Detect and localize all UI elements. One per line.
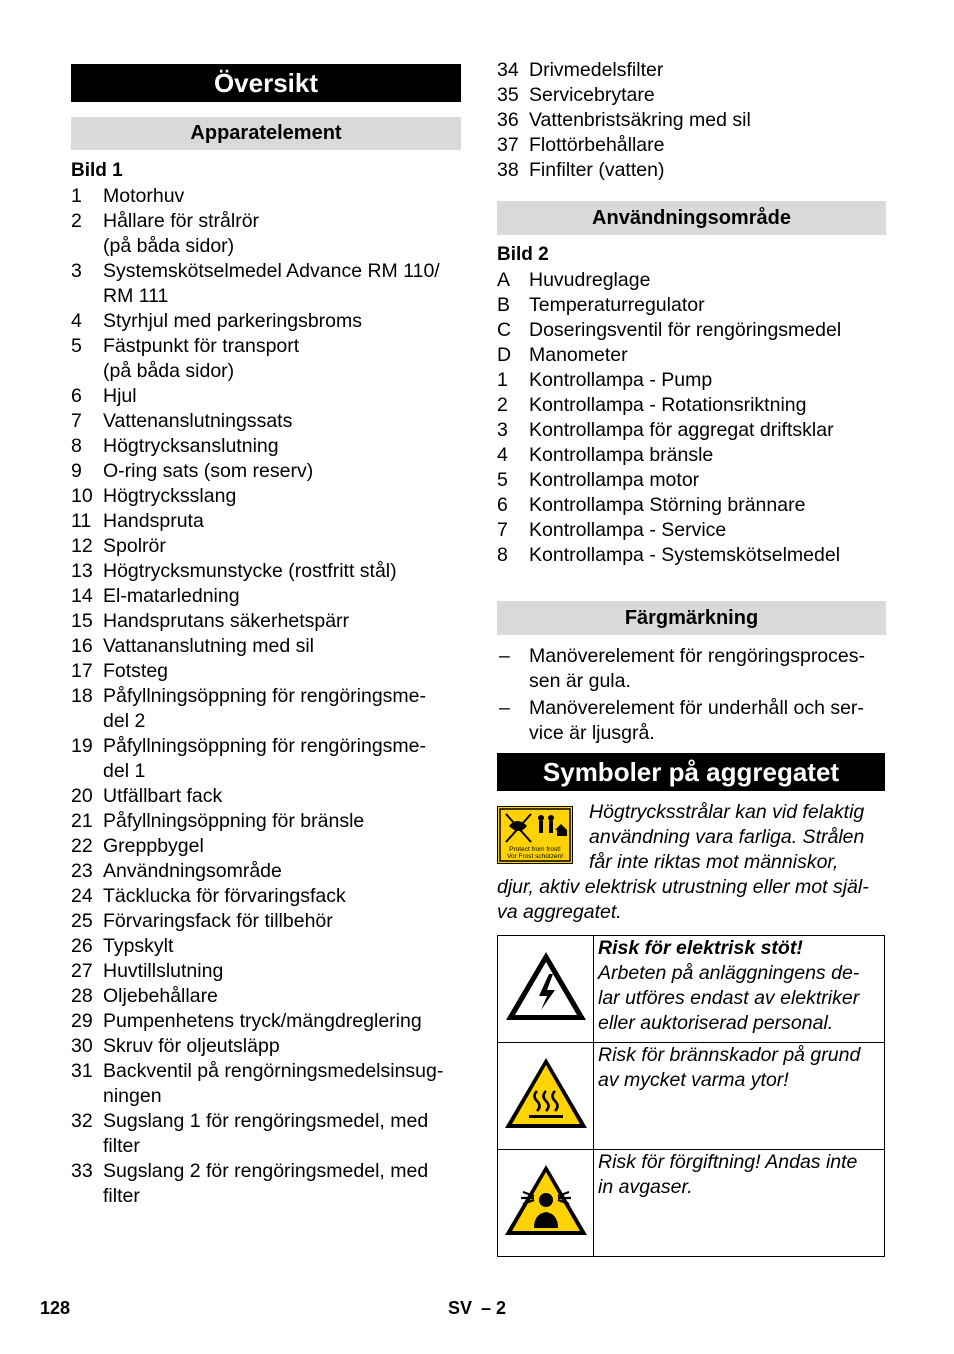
item-number: 13 (71, 560, 93, 582)
item-number: 7 (497, 519, 508, 541)
item-label: Sugslang 2 för rengöringsmedel, med filter (103, 1160, 429, 1207)
item-number: 14 (71, 585, 93, 607)
item-number: 17 (71, 660, 93, 682)
item-label: Huvtillslutning (103, 960, 224, 982)
item-number: 2 (71, 210, 82, 232)
list-item (71, 659, 461, 684)
item-label: Finfilter (vatten) (529, 159, 665, 181)
list-item (497, 468, 886, 493)
list-item (497, 418, 886, 443)
item-label: Manometer (529, 344, 628, 366)
symbol-description (594, 1150, 885, 1257)
item-label: Kontrollampa - Rotationsriktning (529, 394, 807, 416)
item-label: O-ring sats (som reserv) (103, 460, 314, 482)
list-item (497, 696, 886, 746)
item-label: Påfyllningsöppning för bränsle (103, 810, 365, 832)
item-label: Utfällbart fack (103, 785, 223, 807)
hp-warning-body: Högtrycksstrålar kan vid felaktig användning vara farliga. Strålen får inte riktas mot människor, djur, aktiv elektrisk utrustning eller mot själ- va aggregatet. (497, 801, 869, 923)
item-number: 11 (71, 510, 92, 532)
list-item (497, 83, 886, 108)
symbol-heading: Risk för elektrisk stöt! (598, 937, 803, 959)
symbol-description (594, 936, 885, 1043)
item-label: Kontrollampa Störning brännare (529, 494, 806, 516)
list-item (71, 909, 461, 934)
item-label: Typskylt (103, 935, 174, 957)
list-item (497, 58, 886, 83)
item-label: Oljebehållare (103, 985, 218, 1007)
subsection-anvandningsomrade: Användningsområde (497, 201, 886, 235)
list-item (71, 184, 461, 209)
item-label: Sugslang 1 för rengöringsmedel, med filter (103, 1110, 429, 1157)
section-title-symboler: Symboler på aggregatet (497, 753, 885, 791)
component-list-continued (497, 58, 886, 183)
item-label: Systemskötselmedel Advance RM 110/ RM 111 (103, 260, 440, 307)
item-label: Vattenanslutningssats (103, 410, 293, 432)
item-number: 1 (71, 185, 82, 207)
item-label: Drivmedelsfilter (529, 59, 664, 81)
item-label: Fästpunkt för transport (på båda sidor) (103, 335, 300, 382)
item-number: 35 (497, 84, 519, 106)
list-item (71, 309, 461, 334)
item-label: Temperaturregulator (529, 294, 705, 316)
figure-ref-bild2: Bild 2 (497, 244, 549, 265)
hp-label-line2: Vor Frost schützen! (507, 853, 563, 860)
list-item (71, 984, 461, 1009)
item-number: 25 (71, 910, 93, 932)
item-number: 18 (71, 685, 93, 707)
list-item (71, 734, 461, 784)
electric-shock-warning-icon (498, 936, 594, 1043)
item-number: – (499, 645, 510, 667)
list-item (71, 684, 461, 734)
symbol-text: Risk för brännskador på grund av mycket varma ytor! (598, 1044, 861, 1091)
list-item (497, 368, 886, 393)
item-number: 3 (497, 419, 508, 441)
list-item (71, 584, 461, 609)
list-item (71, 1009, 461, 1034)
list-item (71, 559, 461, 584)
hot-surface-warning-icon (498, 1043, 594, 1150)
item-number: 12 (71, 535, 93, 557)
item-number: 34 (497, 59, 519, 81)
item-number: 6 (71, 385, 82, 407)
figure-ref-bild1: Bild 1 (71, 160, 123, 181)
item-label: Pumpenhetens tryck/mängdreglering (103, 1010, 422, 1032)
item-number: 5 (497, 469, 508, 491)
item-number: 19 (71, 735, 93, 757)
control-list (497, 268, 886, 568)
toxic-fumes-warning-icon (498, 1150, 594, 1257)
icon-spacer (497, 800, 589, 872)
item-number: 15 (71, 610, 93, 632)
item-label: Spolrör (103, 535, 166, 557)
list-item (71, 884, 461, 909)
item-number: 4 (71, 310, 82, 332)
item-label: Servicebrytare (529, 84, 655, 106)
list-item (71, 509, 461, 534)
list-item (71, 809, 461, 834)
item-number: B (497, 294, 511, 316)
list-item (71, 784, 461, 809)
list-item (71, 384, 461, 409)
footer-lang-code: SV (448, 1298, 473, 1318)
item-label: Manöverelement för underhåll och ser- vice är ljusgrå. (529, 697, 864, 744)
item-label: Påfyllningsöppning för rengöringsme- del 2 (103, 685, 427, 732)
item-number: – (499, 697, 510, 719)
hp-label-line1: Protect from frost! (509, 846, 561, 853)
list-item (71, 334, 461, 384)
item-label: Kontrollampa - Systemskötselmedel (529, 544, 841, 566)
item-label: Högtrycksslang (103, 485, 237, 507)
symbol-row (498, 1150, 885, 1257)
list-item (497, 518, 886, 543)
item-label: Backventil på rengörningsmedelsinsug- ningen (103, 1060, 444, 1107)
item-label: Kontrollampa för aggregat driftsklar (529, 419, 834, 441)
list-item (497, 268, 886, 293)
color-coding-list (497, 644, 886, 748)
item-label: Vattenbristsäkring med sil (529, 109, 751, 131)
symbols-table (497, 935, 885, 1257)
item-number: 10 (71, 485, 93, 507)
item-number: 4 (497, 444, 508, 466)
list-item (497, 543, 886, 568)
list-item (497, 158, 886, 183)
item-label: Påfyllningsöppning för rengöringsme- del 1 (103, 735, 427, 782)
item-label: Skruv för oljeutsläpp (103, 1035, 280, 1057)
item-label: Manöverelement för rengöringsproces- sen är gula. (529, 645, 865, 692)
item-label: Doseringsventil för rengöringsmedel (529, 319, 842, 341)
item-number: 31 (71, 1060, 93, 1082)
item-number: 30 (71, 1035, 93, 1057)
item-label: El-matarledning (103, 585, 240, 607)
list-item (71, 609, 461, 634)
symbol-row (498, 936, 885, 1043)
item-label: Handsprutans säkerhetspärr (103, 610, 350, 632)
item-number: 24 (71, 885, 93, 907)
list-item (497, 393, 886, 418)
item-number: 33 (71, 1160, 93, 1182)
list-item (497, 318, 886, 343)
item-label: Högtrycksmunstycke (rostfritt stål) (103, 560, 397, 582)
item-label: Fotsteg (103, 660, 169, 682)
symbol-row (498, 1043, 885, 1150)
list-item (71, 1034, 461, 1059)
item-number: C (497, 319, 512, 341)
list-item (71, 534, 461, 559)
list-item (71, 409, 461, 434)
item-label: Högtrycksanslutning (103, 435, 279, 457)
subsection-apparatelement: Apparatelement (71, 117, 461, 150)
list-item (497, 343, 886, 368)
symbol-text: Arbeten på anläggningens de- lar utföres endast av elektriker eller auktoriserad personal. (598, 962, 860, 1034)
item-number: 20 (71, 785, 93, 807)
item-number: 7 (71, 410, 82, 432)
list-item (497, 133, 886, 158)
item-number: 26 (71, 935, 93, 957)
list-item (497, 443, 886, 468)
item-number: 2 (497, 394, 508, 416)
item-number: 22 (71, 835, 93, 857)
list-item (71, 634, 461, 659)
page-number: 128 (40, 1298, 71, 1318)
list-item (71, 934, 461, 959)
list-item (71, 259, 461, 309)
item-label: Styrhjul med parkeringsbroms (103, 310, 363, 332)
item-number: 32 (71, 1110, 93, 1132)
footer-section: – 2 (481, 1298, 507, 1318)
footer-language (448, 1298, 506, 1319)
item-number: 3 (71, 260, 82, 282)
component-list (71, 184, 461, 1209)
item-label: Huvudreglage (529, 269, 651, 291)
item-number: 27 (71, 960, 93, 982)
item-number: D (497, 344, 512, 366)
symbol-text: Risk för förgiftning! Andas inte in avgaser. (598, 1151, 858, 1198)
list-item (71, 1109, 461, 1159)
item-label: Greppbygel (103, 835, 204, 857)
section-title-oversikt: Översikt (71, 64, 461, 102)
item-number: 23 (71, 860, 93, 882)
item-label: Kontrollampa bränsle (529, 444, 714, 466)
list-item (71, 484, 461, 509)
high-pressure-warning-text (497, 800, 886, 925)
item-label: Kontrollampa motor (529, 469, 700, 491)
item-label: Flottörbehållare (529, 134, 665, 156)
item-label: Kontrollampa - Pump (529, 369, 713, 391)
item-number: 6 (497, 494, 508, 516)
item-number: 9 (71, 460, 82, 482)
list-item (71, 959, 461, 984)
item-number: 8 (71, 435, 82, 457)
item-number: 28 (71, 985, 93, 1007)
list-item (71, 434, 461, 459)
list-item (71, 834, 461, 859)
list-item (71, 459, 461, 484)
item-label: Hjul (103, 385, 137, 407)
item-number: 1 (497, 369, 508, 391)
item-label: Täcklucka för förvaringsfack (103, 885, 346, 907)
list-item (497, 108, 886, 133)
item-label: Förvaringsfack för tillbehör (103, 910, 333, 932)
item-number: 37 (497, 134, 519, 156)
list-item (71, 1159, 461, 1209)
list-item (497, 293, 886, 318)
item-number: 5 (71, 335, 82, 357)
item-number: 8 (497, 544, 508, 566)
list-item (497, 493, 886, 518)
item-label: Vattananslutning med sil (103, 635, 315, 657)
item-label: Användningsområde (103, 860, 282, 882)
item-number: 38 (497, 159, 519, 181)
item-number: 36 (497, 109, 519, 131)
list-item (71, 859, 461, 884)
subsection-fargmarkning: Färgmärkning (497, 601, 886, 635)
item-number: 21 (71, 810, 93, 832)
item-number: A (497, 269, 511, 291)
list-item (71, 1059, 461, 1109)
item-label: Handspruta (103, 510, 204, 532)
list-item (71, 209, 461, 259)
item-label: Hållare för strålrör (på båda sidor) (103, 210, 260, 257)
item-label: Kontrollampa - Service (529, 519, 727, 541)
list-item (497, 644, 886, 694)
item-label: Motorhuv (103, 185, 185, 207)
item-number: 16 (71, 635, 93, 657)
symbol-description (594, 1043, 885, 1150)
item-number: 29 (71, 1010, 93, 1032)
